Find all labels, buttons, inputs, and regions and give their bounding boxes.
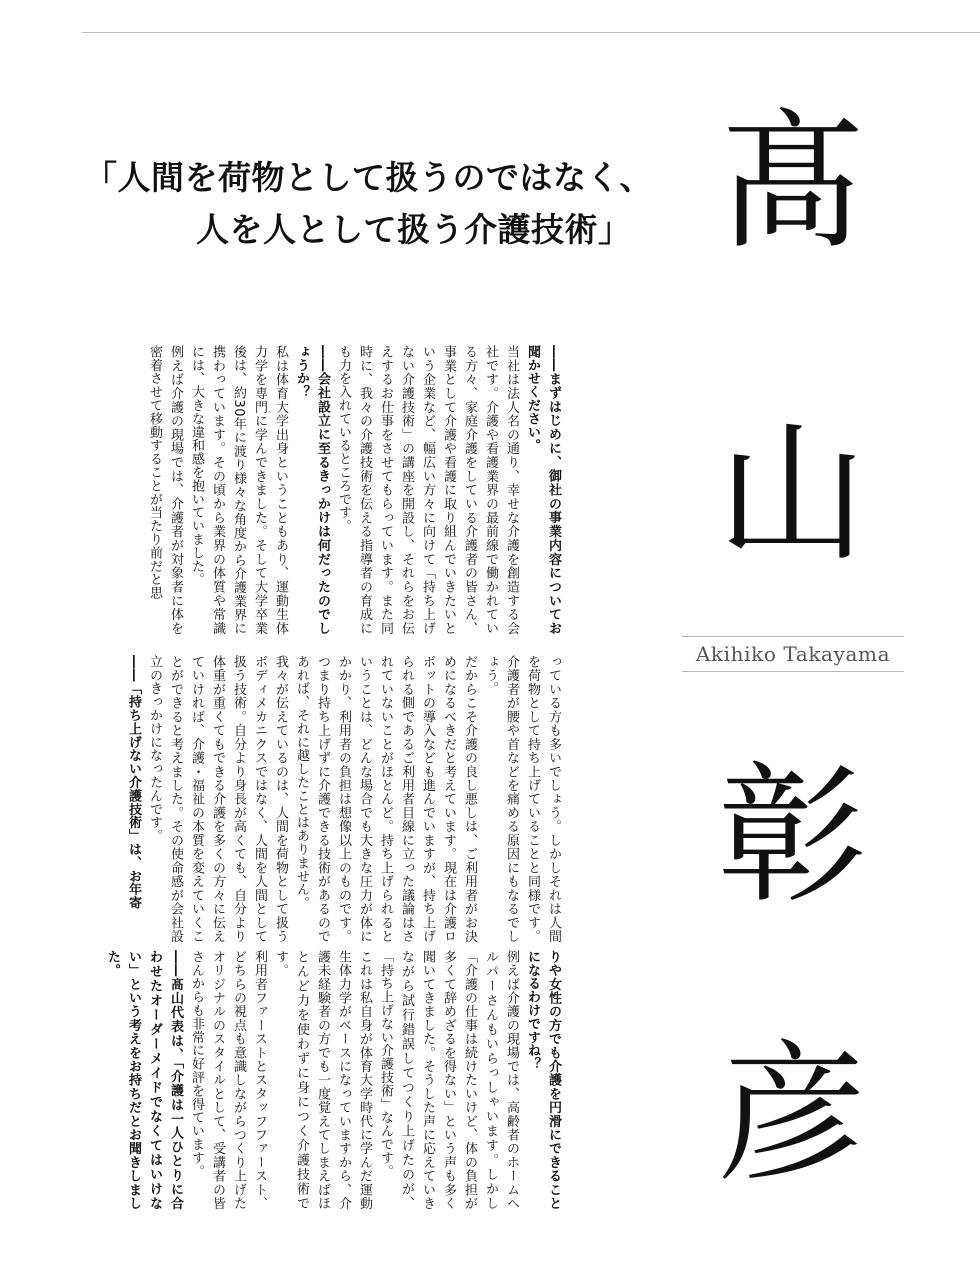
question-4: ――髙山代表は、「介護は一人ひとりに合わせたオーダーメイドでなくてはいけない」という考えをお持ちだとお聞きしました。 bbox=[105, 950, 183, 1210]
answer-2-part-1: 私は体育大学出身ということもあり、運動生体力学を専門に学んできました。そして大学卒業後は、約30年に渡り様々な角度から介護業界に携わっています。その頃から業界の体質や常識には、大きな違和感を抱いていました。 bbox=[189, 345, 288, 635]
headline-line-2: 人を人として扱う介護技術」 bbox=[196, 210, 632, 249]
article-tier-1 bbox=[84, 345, 564, 635]
answer-2-part-2: 例えば介護の現場では、介護者が対象者に体を密着させて移動することが当たり前だと思 bbox=[147, 345, 183, 635]
answer-2-part-3: だからこそ介護の良し悪しは、ご利用者がお決めになるべきだと考えています。現在は介護ロボットの導入なども進んでいますが、持ち上げられる側であるご利用者目線に立った議論はされていないことがほとんど。持ち上げられるということは、どんな場合でも大きな圧力が体にかかり、利用者の負担は想像以上のものです。つまり持ち上げずに介護できる技術があるのであれば、それに越したことはありません。 bbox=[294, 655, 477, 943]
name-char-4: 彦 bbox=[716, 1028, 867, 1202]
question-3-start: ――「持ち上げない介護技術」は、お年寄 bbox=[126, 655, 141, 910]
article-tier-3 bbox=[84, 950, 564, 1210]
answer-3-part-1: 例えば介護の現場では、高齢者のホームヘルパーさんもいらっしゃいます。しかし「介護の仕事は続けたいけど、体の負担が多くて辞めざるを得ない」という声も多く聞いてきました。そうした声に応えていきながら試行錯誤してつくり上げたのが、「持ち上げない介護技術」なんです。 bbox=[378, 950, 519, 1210]
name-char-3: 彰 bbox=[716, 750, 867, 924]
name-char-1: 髙 bbox=[716, 96, 867, 270]
article-tier-2 bbox=[84, 655, 564, 943]
answer-2-part-4: 我々が伝えているのは、人間を荷物として扱うボディメカニクスではなく、人間を人間として扱う技術。自分より身長が高くても、自分より体重が重くてもできる介護を多くの方々に伝えていければ、介護・福祉の本質を変えていくことができると考えました。その使命感が会社設立のきっかけになったんです。 bbox=[147, 655, 288, 943]
headline-line-1: 「人間を荷物として扱うのではなく、 bbox=[84, 158, 653, 197]
question-3-end: りや女性の方でも介護を円滑にできることになるわけですね？ bbox=[525, 950, 561, 1210]
answer-2-continued: っている方も多いでしょう。しかしそれは人間を荷物として持ち上げていることと同様です。介護者が腰や首などを痛める原因にもなるでしょう。 bbox=[483, 655, 561, 943]
question-1: ――まずはじめに、御社の事業内容についてお聞かせください。 bbox=[525, 345, 561, 635]
name-char-2: 山 bbox=[716, 408, 867, 582]
answer-3-part-2: これは私自身が体育大学時代に学んだ運動生体力学がベースになっていますから、介護未経験者の方でも一度覚えてしまえばほとんど力を使わずに身につく介護技術です。 bbox=[273, 950, 372, 1210]
answer-3-part-3: 利用者ファーストとスタッフファースト、どちらの視点も意識しながらつくり上げたオリジナルのスタイルとして、受講者の皆さんからも非常に好評を得ています。 bbox=[189, 950, 267, 1210]
question-2: ――会社設立に至るきっかけは何だったのでしょうか？ bbox=[294, 345, 330, 635]
name-romaji: Akihiko Takayama bbox=[682, 636, 904, 672]
headline bbox=[84, 152, 664, 256]
answer-1: 当社は法人名の通り、幸せな介護を創造する会社です。介護や看護業界の最前線で働かれている方々、家庭介護をしている介護者の皆さん、事業として介護や看護に取り組んでいきたいという企業など、幅広い方々に向けて「持ち上げない介護技術」の講座を開設し、それらをお伝えするお仕事をさせてもらっています。また同時に、我々の介護技術を伝える指導者の育成にも力を入れているところです。 bbox=[336, 345, 519, 635]
top-rule bbox=[82, 32, 980, 33]
